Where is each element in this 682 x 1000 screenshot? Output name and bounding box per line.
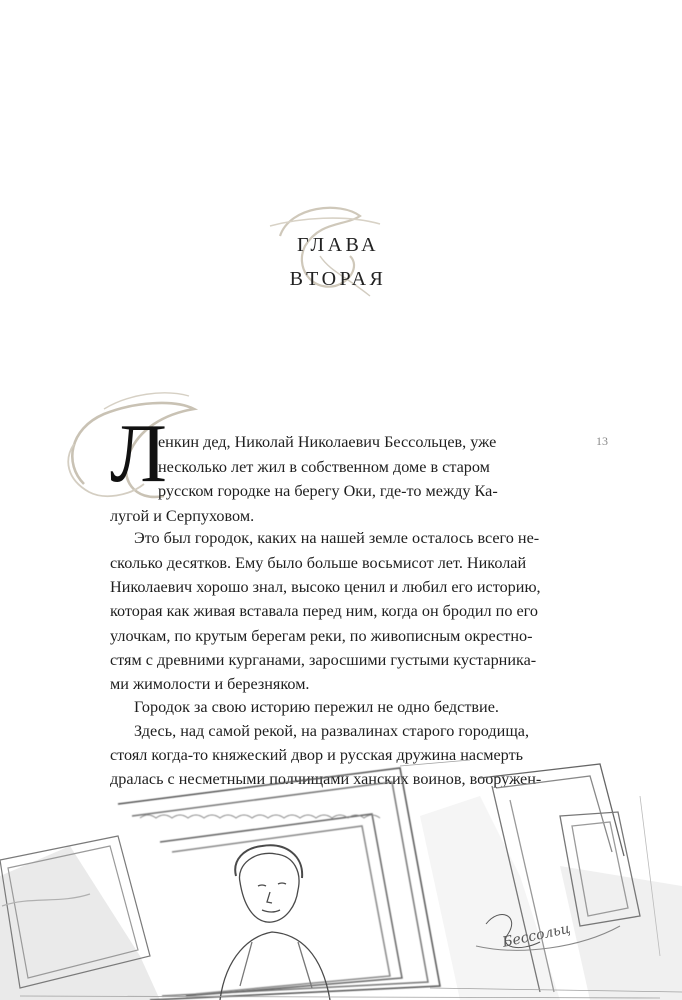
wash-shading	[0, 796, 682, 1000]
text-line: Городок за свою историю пережил не одно бедствие.	[134, 698, 499, 716]
portrait-figure	[220, 845, 330, 1000]
signature-text: Бессольц	[500, 920, 572, 951]
text-line: лугой и Серпуховом.	[110, 507, 255, 525]
text-line: Здесь, над самой рекой, на развалинах старого городища,	[134, 722, 530, 740]
text-line: стоял когда-то княжеский двор и русская дружина насмерть	[110, 746, 524, 764]
page-number: 13	[596, 434, 608, 448]
text-line: русском городке на берегу Оки, где-то между Ка-	[158, 482, 498, 500]
text-line: енкин дед, Николай Николаевич Бессольцев, уже	[158, 433, 497, 451]
text-line: Николаевич хорошо знал, высоко ценил и любил его историю,	[110, 578, 541, 596]
drop-cap-letter: Л	[110, 407, 167, 500]
text-line: несколько лет жил в собственном доме в старом	[158, 458, 490, 476]
text-line: Это был городок, каких на нашей земле осталось всего не-	[134, 529, 540, 547]
chapter-label: ГЛАВА	[296, 234, 380, 256]
text-line: улочкам, по крутым берегам реки, по живописным окрестно-	[110, 627, 533, 645]
sketch-illustration	[0, 756, 682, 1000]
chapter-number: ВТОРАЯ	[289, 268, 387, 290]
text-line: которая как живая вставала перед ним, когда он бродил по его	[110, 602, 538, 620]
text-line: ми жимолости и березняком.	[110, 675, 310, 693]
text-line: дралась с несметными полчищами ханских воинов, вооружен-	[110, 770, 542, 788]
text-line: стям с древними курганами, заросшими густыми кустарника-	[110, 651, 537, 669]
text-line: сколько десятков. Ему было больше восьмисот лет. Николай	[110, 554, 527, 572]
